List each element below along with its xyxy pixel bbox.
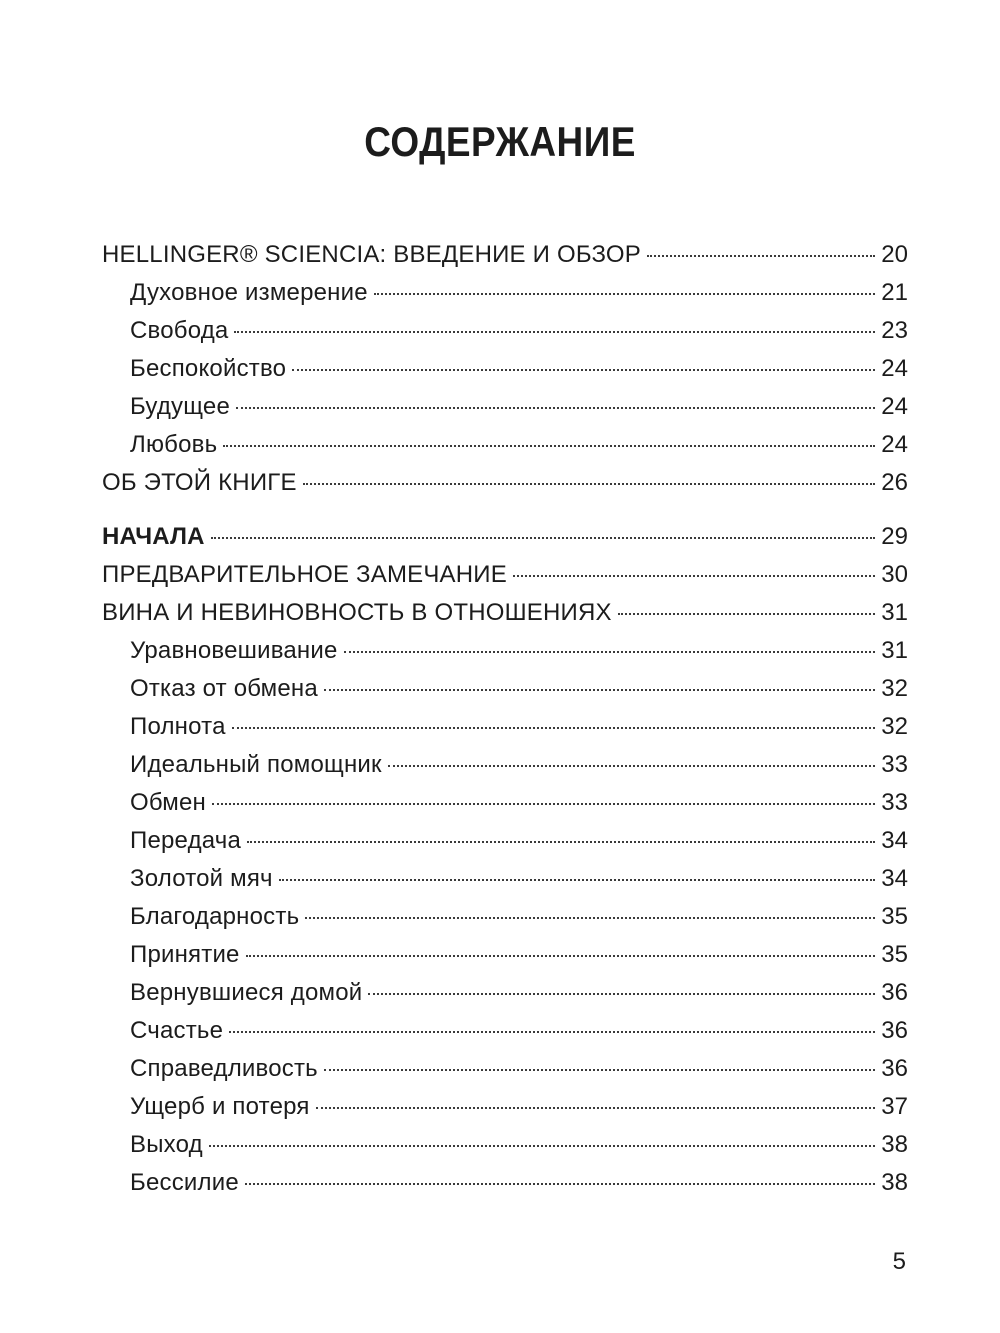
toc-entry [102, 936, 908, 974]
dot-leader [324, 1068, 875, 1071]
toc-entry-page: 33 [881, 751, 908, 778]
toc-entry-label: Идеальный помощник [130, 751, 382, 778]
toc-entry-label: Передача [130, 827, 242, 854]
toc-entry [102, 1126, 908, 1164]
toc-entry [102, 784, 908, 822]
toc-entry-label: Беспокойство [130, 355, 287, 382]
toc-entry-label: ОБ ЭТОЙ КНИГЕ [102, 469, 297, 496]
toc-entry [102, 632, 908, 670]
toc-entry-page: 32 [881, 713, 908, 740]
toc-entry-page: 24 [881, 393, 908, 420]
toc-entry [102, 898, 908, 936]
toc-entry-page: 31 [881, 599, 908, 626]
dot-leader [209, 1144, 875, 1147]
toc-entry-label: Обмен [130, 789, 206, 816]
toc-entry [102, 388, 908, 426]
toc-entry-page: 21 [881, 279, 908, 306]
toc-entry-label: Полнота [130, 713, 226, 740]
toc-entry-page: 29 [881, 523, 908, 550]
toc-entry-page: 35 [881, 941, 908, 968]
toc-entry-page: 36 [881, 1017, 908, 1044]
toc-entry-page: 26 [881, 469, 908, 496]
toc-entry [102, 822, 908, 860]
page-title: СОДЕРЖАНИЕ [364, 118, 636, 165]
toc-entry-label: Счастье [130, 1017, 224, 1044]
toc-entry-page: 23 [881, 317, 908, 344]
dot-leader [324, 688, 875, 691]
toc-entry-label: Вернувшиеся домой [130, 979, 363, 1006]
dot-leader [246, 954, 876, 957]
toc-entry [102, 312, 908, 350]
toc-entry [102, 860, 908, 898]
dot-leader [303, 482, 876, 485]
toc-entry [102, 1164, 908, 1202]
toc-entry [102, 236, 908, 274]
toc-entry [102, 670, 908, 708]
dot-leader [245, 1182, 875, 1185]
dot-leader [618, 612, 876, 615]
toc-entry [102, 1012, 908, 1050]
dot-leader [247, 840, 875, 843]
dot-leader [211, 536, 876, 539]
toc-entry-page: 35 [881, 903, 908, 930]
page-number: 5 [892, 1248, 906, 1275]
toc-entry-label: HELLINGER® SCIENCIA: ВВЕДЕНИЕ И ОБЗОР [102, 241, 641, 268]
dot-leader [513, 574, 875, 577]
toc-entry-page: 30 [881, 561, 908, 588]
dot-leader [647, 254, 875, 257]
table-of-contents [102, 236, 908, 1202]
toc-entry-label: Отказ от обмена [130, 675, 318, 702]
toc-entry [102, 426, 908, 464]
toc-entry-page: 24 [881, 355, 908, 382]
toc-entry-label: ПРЕДВАРИТЕЛЬНОЕ ЗАМЕЧАНИЕ [102, 561, 507, 588]
toc-entry-label: Золотой мяч [130, 865, 273, 892]
toc-entry [102, 350, 908, 388]
toc-entry-page: 31 [881, 637, 908, 664]
toc-entry [102, 464, 908, 502]
toc-entry-page: 36 [881, 979, 908, 1006]
toc-entry-page: 34 [881, 827, 908, 854]
toc-entry-page: 36 [881, 1055, 908, 1082]
toc-entry-label: Духовное измерение [130, 279, 368, 306]
toc-entry-label: Любовь [130, 431, 218, 458]
toc-entry-page: 34 [881, 865, 908, 892]
toc-entry-page: 37 [881, 1093, 908, 1120]
dot-leader [234, 330, 875, 333]
toc-entry-label: Выход [130, 1131, 203, 1158]
toc-entry-label: Справедливость [130, 1055, 318, 1082]
toc-entry-label: Принятие [130, 941, 240, 968]
toc-entry-label: Ущерб и потеря [130, 1093, 310, 1120]
toc-entry-label: Благодарность [130, 903, 300, 930]
dot-leader [223, 444, 875, 447]
dot-leader [305, 916, 875, 919]
toc-entry [102, 746, 908, 784]
toc-entry [102, 594, 908, 632]
dot-leader [316, 1106, 876, 1109]
toc-entry-label: НАЧАЛА [102, 523, 205, 550]
toc-entry-page: 38 [881, 1131, 908, 1158]
toc-entry-label: Будущее [130, 393, 231, 420]
toc-entry [102, 274, 908, 312]
dot-leader [368, 992, 875, 995]
toc-entry-label: Свобода [130, 317, 229, 344]
dot-leader [388, 764, 876, 767]
toc-entry-label: Бессилие [130, 1169, 239, 1196]
toc-entry-page: 38 [881, 1169, 908, 1196]
toc-entry [102, 1088, 908, 1126]
dot-leader [279, 878, 876, 881]
toc-entry-page: 33 [881, 789, 908, 816]
toc-entry [102, 974, 908, 1012]
dot-leader [212, 802, 875, 805]
dot-leader [344, 650, 876, 653]
toc-entry [102, 556, 908, 594]
toc-entry [102, 708, 908, 746]
toc-entry [102, 518, 908, 556]
toc-entry-page: 24 [881, 431, 908, 458]
dot-leader [232, 726, 876, 729]
toc-entry-label: Уравновешивание [130, 637, 338, 664]
toc-entry-page: 20 [881, 241, 908, 268]
toc-entry-page: 32 [881, 675, 908, 702]
dot-leader [292, 368, 875, 371]
toc-entry-label: ВИНА И НЕВИНОВНОСТЬ В ОТНОШЕНИЯХ [102, 599, 612, 626]
dot-leader [374, 292, 876, 295]
toc-entry [102, 1050, 908, 1088]
dot-leader [236, 406, 875, 409]
dot-leader [229, 1030, 875, 1033]
